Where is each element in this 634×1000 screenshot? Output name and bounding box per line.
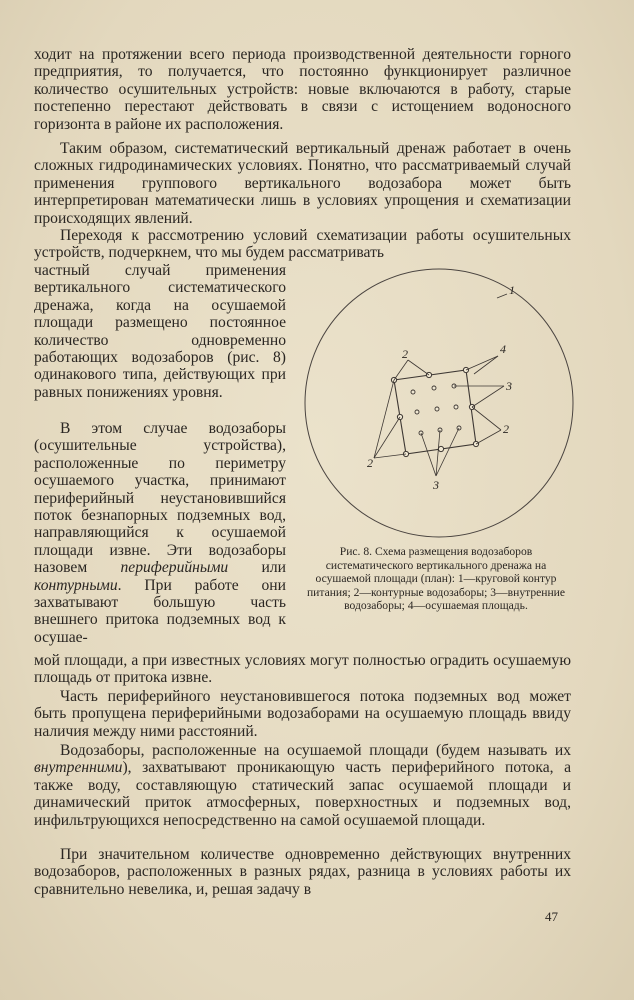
paragraph-6-text-end: ), захватывают проникающую часть периферийного потока, а также воду, составляющую статический запас осушаемой площади и динамический приток атмосферных, поверхностных и подземных вод, инфильтрующихся непосредственно на самой осушаемой площади. — [34, 759, 571, 829]
paragraph-6-text: Водозаборы, расположенные на осушаемой площади (будем называть их — [60, 742, 571, 759]
label-2-right: 2 — [503, 422, 509, 436]
paragraph-4-text-end: . При работе они захватывают большую часть внешнего притока подземных вод к осушае- — [34, 576, 286, 646]
paragraph-2: Таким образом, систематический вертикальный дренаж работает в очень сложных гидродинамических условиях. Понятно, что рассматриваемый случай применения группового вертикального водозабора может быть интерпретирован математически лишь в условиях упрощения и схематизации происходящих явлений. — [34, 140, 571, 227]
label-4: 4 — [500, 342, 506, 356]
paragraph-4 — [34, 420, 286, 646]
internal-well — [435, 407, 439, 411]
contour-well — [438, 446, 443, 451]
label-2-left: 2 — [367, 456, 373, 470]
internal-wells — [411, 384, 461, 435]
label-2-top: 2 — [402, 347, 408, 361]
paragraph-1: ходит на протяжении всего периода производственной деятельности горного предприятия, то получается, что постоянно функционирует различное количество осушительных устройств: новые включаются в работу, старые постепенно перестают действовать в связи с истощением водоносного горизонта в районе их расположения. — [34, 46, 571, 133]
paragraph-4-text: В этом случае водозаборы (осушительные устройства), расположенные по периметру осушаемого участка, принимают периферийный неустановившийся поток безнапорных подземных вод, направляющийся к осушаемой площади извне. Эти водозаборы назовем — [34, 420, 286, 577]
paragraph-3: Переходя к рассмотрению условий схематизации работы осушительных устройств, подчеркнем, что мы будем рассматривать — [34, 227, 571, 262]
paragraph-4-text-between: или — [228, 559, 286, 577]
internal-well — [454, 405, 458, 409]
drained-area-polygon — [394, 370, 476, 454]
paragraph-5: Часть периферийного неустановившегося потока подземных вод может быть пропущена периферийными водозаборами на осушаемую площадь ввиду наличия между ними расстояний. — [34, 688, 571, 740]
internal-well — [432, 386, 436, 390]
term-internal: внутренними — [34, 759, 123, 777]
paragraph-4-continuation: мой площади, а при известных условиях могут полностью оградить осушаемую площадь от притока извне. — [34, 652, 571, 687]
term-peripheral: периферийными — [120, 559, 229, 577]
label-3-right: 3 — [506, 379, 512, 393]
figure-caption: Рис. 8. Схема размещения водозаборов систематического вертикального дренажа на осушаемой площади (план): 1—круговой контур питания; 2—контурные водозаборы; 3—внутренние водозаборы; 4—осушаемая площадь. — [306, 545, 566, 613]
paragraph-7: При значительном количестве одновременно действующих внутренних водозаборов, расположенных в разных рядах, разница в условиях работы их сравнительно невелика, и, решая задачу в — [34, 846, 571, 898]
page-number: 47 — [545, 909, 558, 924]
figure-8-diagram — [296, 262, 580, 542]
label-3-bottom: 3 — [433, 478, 439, 492]
paragraph-6 — [34, 742, 571, 829]
internal-well — [415, 410, 419, 414]
internal-well — [411, 390, 415, 394]
term-contour: контурными — [34, 576, 118, 594]
supply-contour-circle — [305, 269, 573, 537]
paragraph-3-continuation: частный случай применения вертикального систематического дренажа, когда на осушаемой площади размещено постоянное количество одновременно работающих водозаборов (рис. 8) одинакового типа, действующих при равных понижениях уровня. — [34, 262, 286, 401]
label-1: 1 — [509, 283, 515, 297]
